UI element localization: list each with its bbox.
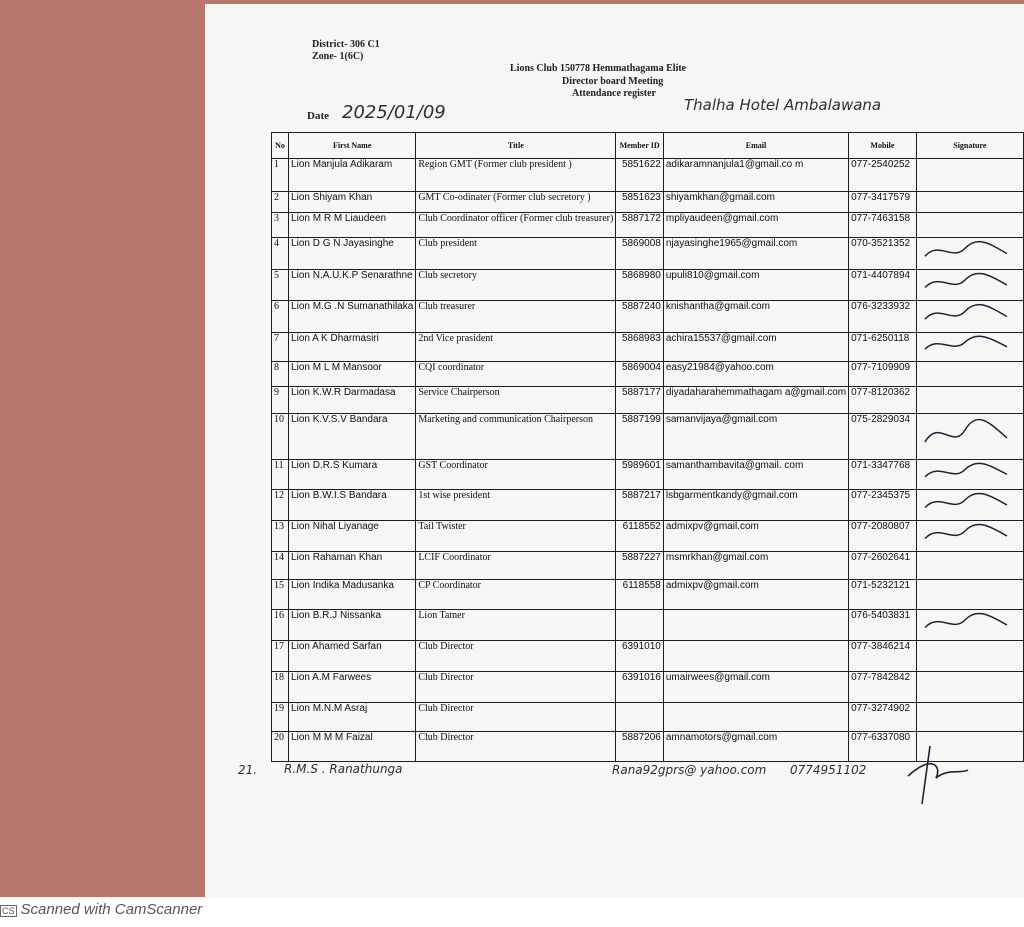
signature-mark [919,414,1019,456]
member-title: LCIF Coordinator [416,552,616,580]
handwritten-name: R.M.S . Ranathunga [284,762,403,776]
signature-cell [916,580,1023,610]
table-row [272,333,1024,362]
row-number: 1 [272,159,289,192]
member-email: upuli810@gmail.com [663,270,848,301]
signature-cell [916,672,1023,703]
handwritten-email: Rana92gprs@ yahoo.com [612,763,767,777]
member-title: Tail Twister [416,521,616,552]
table-row [272,521,1024,552]
row-number: 18 [272,672,289,703]
date-value: 2025/01/09 [342,102,446,123]
member-id [616,610,664,641]
member-title: Region GMT (Former club president ) [416,159,616,192]
row-number: 3 [272,213,289,238]
member-mobile: 071-3347768 [849,460,917,490]
member-name: Lion M R M Liaudeen [289,213,416,238]
signature-cell [916,159,1023,192]
member-mobile: 077-2345375 [849,490,917,521]
member-email: adikaramnanjula1@gmail.co m [663,159,848,192]
signature-mark [919,610,1019,637]
signature-mark [919,270,1019,297]
member-name: Lion N.A.U.K.P Senarathne [289,270,416,301]
member-email: knishantha@gmail.com [663,301,848,333]
camscanner-logo: CS [2,906,15,916]
row-number: 6 [272,301,289,333]
row-number: 17 [272,641,289,672]
signature-cell [916,333,1023,362]
row-number: 19 [272,703,289,732]
member-email [663,641,848,672]
member-email: mpliyaudeen@gmail.com [663,213,848,238]
member-email: easy21984@yahoo.com [663,362,848,387]
member-id: 5851622 [616,159,664,192]
member-mobile: 077-3274902 [849,703,917,732]
member-name: Lion B.R.J Nissanka [289,610,416,641]
zone-label: Zone- 1(6C) [312,51,364,62]
signature-cell [916,460,1023,490]
signature-mark [919,238,1019,266]
attendance-table [271,132,1024,762]
member-id: 5887177 [616,387,664,414]
member-title: Service Chairperson [416,387,616,414]
member-name: Lion Ahamed Sarfan [289,641,416,672]
member-email: shiyamkhan@gmail.com [663,192,848,213]
signature-cell [916,213,1023,238]
table-row [272,362,1024,387]
row-number: 2 [272,192,289,213]
member-email [663,703,848,732]
table-row [272,414,1024,460]
handwritten-mobile: 0774951102 [790,763,867,777]
signature-cell [916,301,1023,333]
table-row [272,672,1024,703]
member-name: Lion Manjula Adikaram [289,159,416,192]
member-id: 5887199 [616,414,664,460]
member-email: admixpv@gmail.com [663,521,848,552]
signature-mark [919,460,1019,486]
member-mobile: 077-8120362 [849,387,917,414]
member-id: 5887206 [616,732,664,762]
row-number: 7 [272,333,289,362]
signature-cell [916,362,1023,387]
member-id: 5887172 [616,213,664,238]
member-email [663,610,848,641]
member-email: lsbgarmentkandy@gmail.com [663,490,848,521]
member-name: Lion M.G .N Sumanathilaka [289,301,416,333]
member-title: CP Coordinator [416,580,616,610]
member-email: njayasinghe1965@gmail.com [663,238,848,270]
table-body [272,159,1024,762]
member-id: 6391010 [616,641,664,672]
handwritten-signature-21 [902,744,972,806]
signature-cell [916,552,1023,580]
member-mobile: 077-7109909 [849,362,917,387]
member-title: Club Director [416,641,616,672]
row-number: 4 [272,238,289,270]
table-row [272,610,1024,641]
member-name: Lion Rahaman Khan [289,552,416,580]
member-id: 5887240 [616,301,664,333]
row-number: 12 [272,490,289,521]
member-id: 5869004 [616,362,664,387]
signature-cell [916,192,1023,213]
member-mobile: 077-3417579 [849,192,917,213]
row-number: 9 [272,387,289,414]
member-mobile: 076-5403831 [849,610,917,641]
signature-mark [919,301,1019,329]
member-title: Club secretory [416,270,616,301]
signature-cell [916,641,1023,672]
date-label: Date [307,110,329,122]
member-mobile: 077-7463158 [849,213,917,238]
member-id: 5868983 [616,333,664,362]
member-id: 5869008 [616,238,664,270]
signature-cell [916,703,1023,732]
signature-cell [916,610,1023,641]
col-header-title: Title [416,133,616,159]
member-mobile: 070-3521352 [849,238,917,270]
member-name: Lion Shiyam Khan [289,192,416,213]
table-row [272,192,1024,213]
table-row [272,490,1024,521]
row-number: 5 [272,270,289,301]
member-name: Lion Indika Madusanka [289,580,416,610]
signature-cell [916,490,1023,521]
col-header-no: No [272,133,289,159]
row-number: 14 [272,552,289,580]
member-name: Lion A.M Farwees [289,672,416,703]
signature-mark [919,333,1019,358]
member-id: 5887227 [616,552,664,580]
member-email: diyadaharahemmathagam a@gmail.com [663,387,848,414]
table-row [272,641,1024,672]
member-email: samanthambavita@gmail. com [663,460,848,490]
member-email: msmrkhan@gmail.com [663,552,848,580]
club-title: Lions Club 150778 Hemmathagama Elite [510,63,687,74]
member-id [616,703,664,732]
signature-cell [916,270,1023,301]
member-mobile: 077-3846214 [849,641,917,672]
meeting-title: Director board Meeting [562,76,664,87]
table-row [272,580,1024,610]
table-row [272,270,1024,301]
member-id: 5851623 [616,192,664,213]
member-title: Club Director [416,703,616,732]
member-id: 5868980 [616,270,664,301]
row-number: 16 [272,610,289,641]
member-title: Lion Tamer [416,610,616,641]
table-row [272,460,1024,490]
member-id: 6391016 [616,672,664,703]
district-label: District- 306 C1 [312,39,380,50]
row-number: 11 [272,460,289,490]
col-header-mobile: Mobile [849,133,917,159]
member-mobile: 077-6337080 [849,732,917,762]
scanner-watermark [0,901,202,918]
member-id: 5989601 [616,460,664,490]
member-name: Lion D.R.S Kumara [289,460,416,490]
member-email: achira15537@gmail.com [663,333,848,362]
member-name: Lion M.N.M Asraj [289,703,416,732]
member-mobile: 071-5232121 [849,580,917,610]
member-title: 1st wise president [416,490,616,521]
member-name: Lion M M M Faizal [289,732,416,762]
col-header-first-name: First Name [289,133,416,159]
member-mobile: 077-2602641 [849,552,917,580]
table-row [272,552,1024,580]
member-id: 6118558 [616,580,664,610]
signature-cell [916,521,1023,552]
col-header-member-id: Member ID [616,133,664,159]
member-id: 6118552 [616,521,664,552]
member-mobile: 071-6250118 [849,333,917,362]
signature-mark [919,490,1019,517]
member-mobile: 077-7842842 [849,672,917,703]
register-title: Attendance register [572,88,656,99]
table-row [272,238,1024,270]
row-number: 20 [272,732,289,762]
member-id: 5887217 [616,490,664,521]
signature-cell [916,387,1023,414]
signature-cell [916,238,1023,270]
member-name: Lion B.W.I.S Bandara [289,490,416,521]
member-title: Club Director [416,732,616,762]
table-row [272,703,1024,732]
member-name: Lion M L M Mansoor [289,362,416,387]
member-name: Lion K.W.R Darmadasa [289,387,416,414]
member-title: GST Coordinator [416,460,616,490]
table-row [272,387,1024,414]
member-mobile: 071-4407894 [849,270,917,301]
member-email: admixpv@gmail.com [663,580,848,610]
member-mobile: 077-2080807 [849,521,917,552]
member-mobile: 075-2829034 [849,414,917,460]
table-row [272,213,1024,238]
member-title: Club Coordinator officer (Former club treasurer) [416,213,616,238]
row-number: 8 [272,362,289,387]
member-title: Club treasurer [416,301,616,333]
signature-mark [919,521,1019,548]
member-name: Lion D G N Jayasinghe [289,238,416,270]
col-header-email: Email [663,133,848,159]
handwritten-row-number: 21. [238,763,258,777]
member-title: CQI coordinator [416,362,616,387]
member-email: amnamotors@gmail.com [663,732,848,762]
row-number: 13 [272,521,289,552]
member-email: umairwees@gmail.com [663,672,848,703]
member-title: 2nd Vice prasident [416,333,616,362]
row-number: 15 [272,580,289,610]
member-title: GMT Co-odinater (Former club secretory ) [416,192,616,213]
member-title: Marketing and communication Chairperson [416,414,616,460]
table-header-row [272,133,1024,159]
member-title: Club Director [416,672,616,703]
member-title: Club president [416,238,616,270]
member-name: Lion Nihal Liyanage [289,521,416,552]
col-header-signature: Signature [916,133,1023,159]
member-name: Lion K.V.S.V Bandara [289,414,416,460]
member-email: samanvijaya@gmail.com [663,414,848,460]
signature-cell [916,414,1023,460]
table-row [272,159,1024,192]
row-number: 10 [272,414,289,460]
venue: Thalha Hotel Ambalawana [684,96,882,114]
member-mobile: 076-3233932 [849,301,917,333]
table-row [272,301,1024,333]
scanner-text: Scanned with CamScanner [20,901,203,918]
member-mobile: 077-2540252 [849,159,917,192]
member-name: Lion A K Dharmasiri [289,333,416,362]
